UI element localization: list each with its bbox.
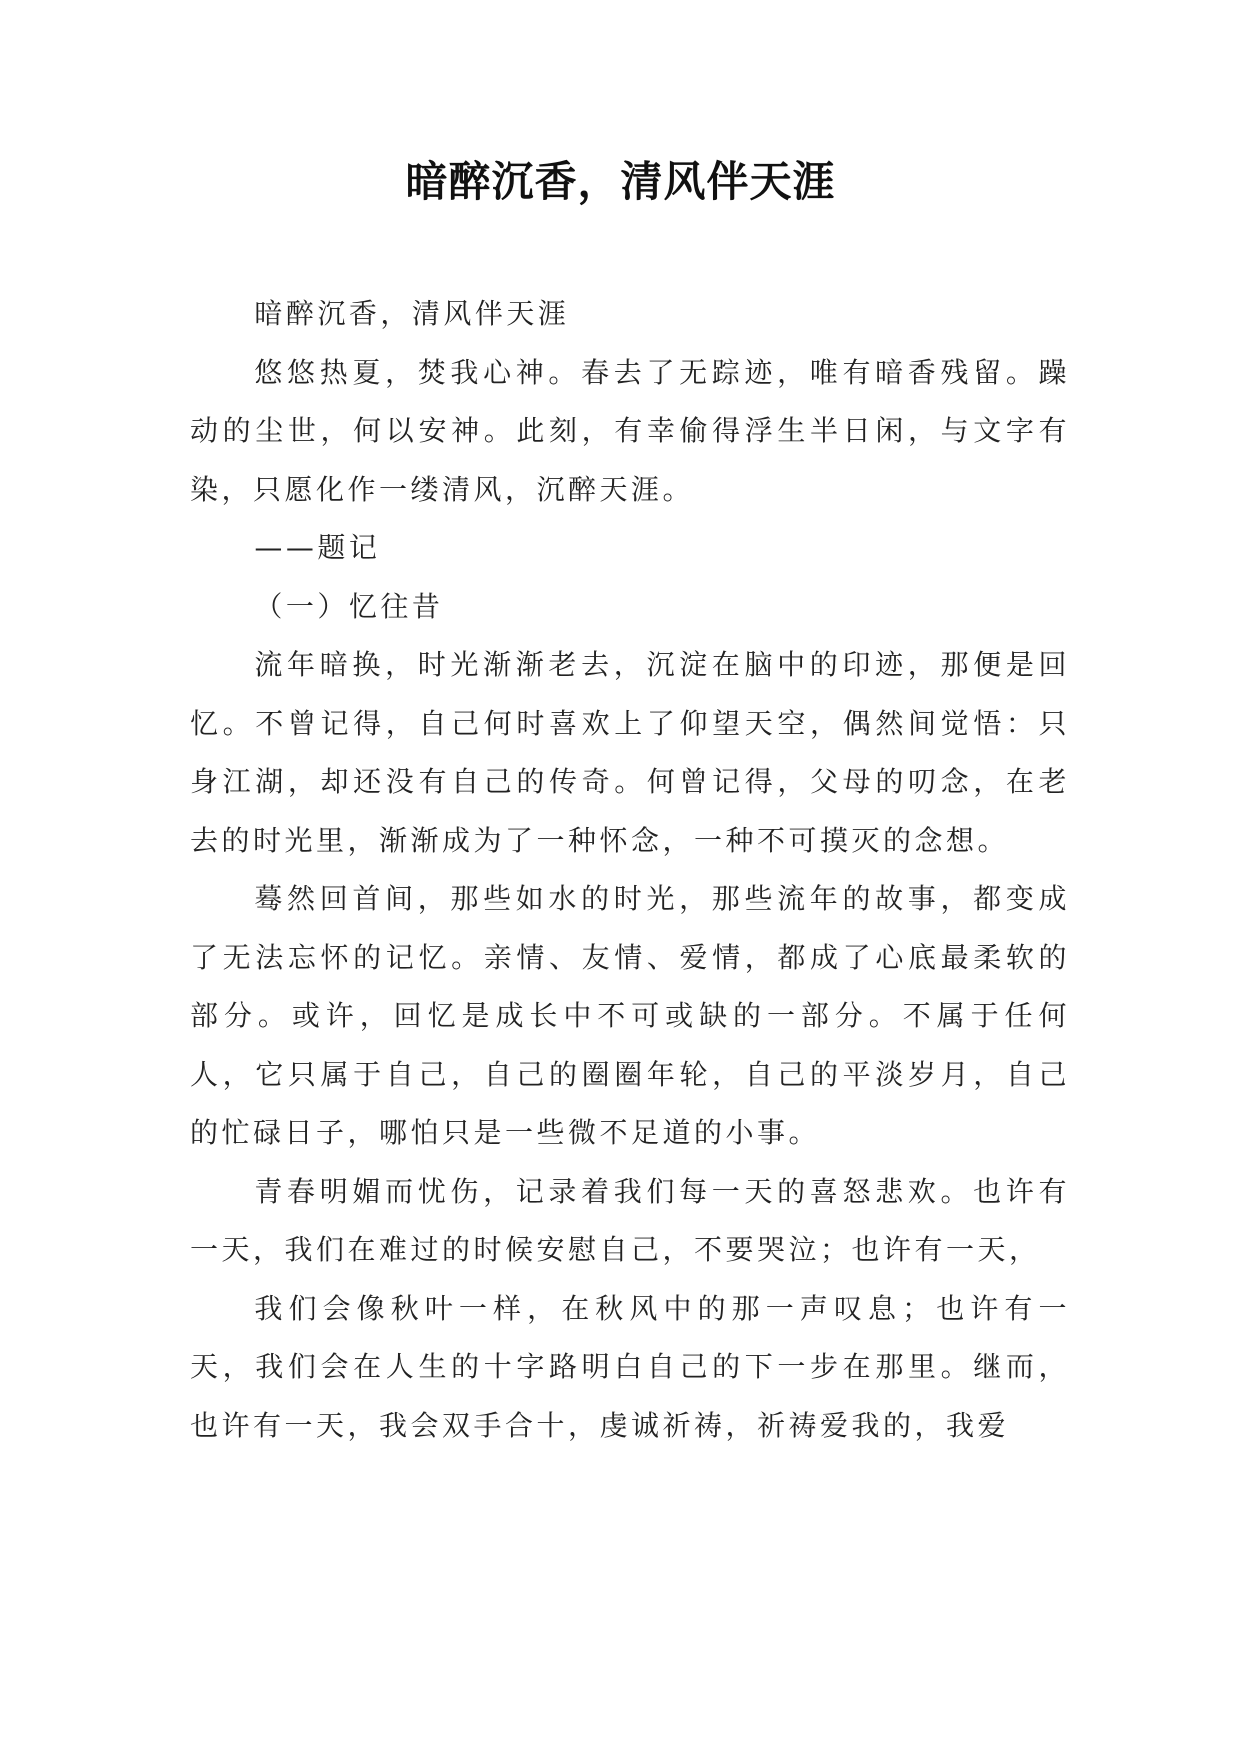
document-title: 暗醉沉香，清风伴天涯	[405, 157, 836, 206]
paragraph-body: 青春明媚而忧伤，记录着我们每一天的喜怒悲欢。也许有一天，我们在难过的时候安慰自己，不要哭泣；也许有一天，	[190, 1174, 1070, 1266]
paragraph-body: 蓦然回首间，那些如水的时光，那些流年的故事，都变成了无法忘怀的记忆。亲情、友情、爱情，都成了心底最柔软的部分。或许，回忆是成长中不可或缺的一部分。不属于任何人，它只属于自己，自己的圈圈年轮，自己的平淡岁月，自己的忙碌日子，哪怕只是一些微不足道的小事。	[190, 882, 1070, 1149]
paragraph-epigraph-attribution: ——题记	[254, 531, 381, 564]
paragraph-subtitle: 暗醉沉香，清风伴天涯	[254, 297, 570, 330]
paragraph-body: 我们会像秋叶一样，在秋风中的那一声叹息；也许有一天，我们会在人生的十字路明白自己的下一步在那里。继而，也许有一天，我会双手合十，虔诚祈祷，祈祷爱我的，我爱	[190, 1291, 1070, 1442]
section-heading: （一）忆往昔	[254, 589, 444, 623]
paragraph-intro: 悠悠热夏，焚我心神。春去了无踪迹，唯有暗香残留。躁动的尘世，何以安神。此刻，有幸偷得浮生半日闲，与文字有染，只愿化作一缕清风，沉醉天涯。	[190, 355, 1070, 506]
paragraph-body: 流年暗换，时光渐渐老去，沉淀在脑中的印迹，那便是回忆。不曾记得，自己何时喜欢上了仰望天空，偶然间觉悟：只身江湖，却还没有自己的传奇。何曾记得，父母的叨念，在老去的时光里，渐渐成为了一种怀念，一种不可摸灭的念想。	[190, 648, 1070, 857]
document-body	[190, 285, 1070, 1455]
